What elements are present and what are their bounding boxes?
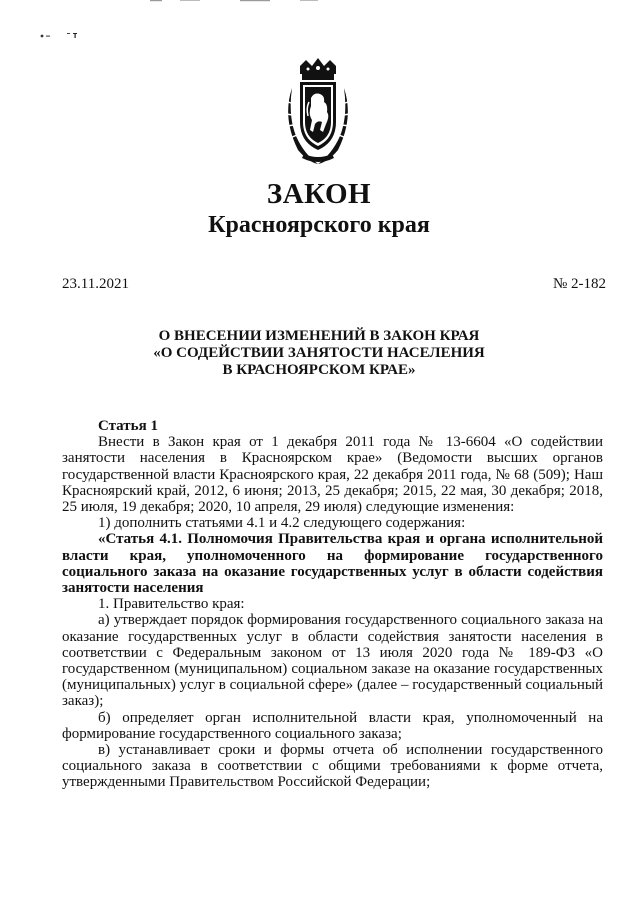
law-number: № 2-182 [552,276,606,292]
krasnoyarsk-coat-of-arms-icon [278,58,358,168]
paragraph-intro: Внести в Закон края от 1 декабря 2011 года № 13-6604 «О содействии занятости населения в Красноярском крае» (Ведомости высших органов государственной власти Красноярского края, 22 декабря 2011 года, № 68 (509); Наш Красноярский край, 2012, 6 июня; 2013, 25 декабря; 2015, 22 мая, 30 декабря; 2018, 25 июля, 19 декабря; 2020, 10 апреля, 29 июля) следующие изменения: [62,434,603,516]
scan-mark [40,30,80,40]
paragraph-subclause-a: а) утверждает порядок формирования государственного социального заказа на оказание государственных услуг в области содействия занятости населения в соответствии с Федеральным законом от 13 июля 2020 года № 189-ФЗ «О государственном (муниципальном) социальном заказе на оказание государственных (муниципальных) услуг в социальной сфере» (далее – государственный социальный заказ); [62,612,603,710]
article-title: Статья 1 [98,418,158,434]
paragraph-clause-1: 1. Правительство края: [98,596,245,613]
law-heading [0,328,638,379]
scan-artifact [150,0,320,3]
document-subtitle: Красноярского края [208,212,430,238]
paragraph-article-4-1-title: «Статья 4.1. Полномочия Правительства края и органа исполнительной власти края, уполномоченного на формирование государственного социального заказа на оказание государственных услуг в области содействия занятости населения [62,531,603,597]
law-heading-line-3: В КРАСНОЯРСКОМ КРАЕ» [222,362,416,378]
paragraph-item-1: 1) дополнить статьями 4.1 и 4.2 следующего содержания: [98,515,466,532]
law-heading-line-2: «О СОДЕЙСТВИИ ЗАНЯТОСТИ НАСЕЛЕНИЯ [153,345,485,361]
law-body [62,418,603,791]
paragraph-subclause-b: б) определяет орган исполнительной власти края, уполномоченный на формирование государственного социального заказа; [62,709,603,742]
paragraph-subclause-v: в) устанавливает сроки и формы отчета об исполнении государственного социального заказа в соответствии с общими требованиями к форме отчета, утвержденными Правительством Российской Федерации; [62,742,603,791]
document-title: ЗАКОН [266,178,372,210]
law-heading-line-1: О ВНЕСЕНИИ ИЗМЕНЕНИЙ В ЗАКОН КРАЯ [158,328,480,344]
law-date: 23.11.2021 [62,276,129,292]
